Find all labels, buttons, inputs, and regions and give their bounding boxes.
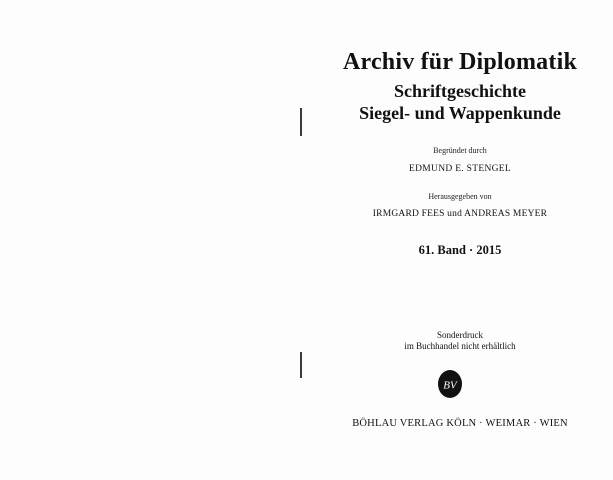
journal-title: Archiv für Diplomatik [343, 49, 577, 75]
journal-subtitle-2: Siegel- und Wappenkunde [359, 103, 561, 123]
editor-label: Herausgegeben von [428, 192, 492, 201]
volume-info: 61. Band · 2015 [418, 243, 502, 257]
founder-name: EDMUND E. STENGEL [409, 164, 511, 174]
founded-label: Begründet durch [433, 146, 487, 155]
margin-mark-lower [300, 352, 302, 378]
offprint-line-2: im Buchhandel nicht erhältlich [404, 341, 516, 351]
publisher-logo-icon [437, 369, 463, 399]
publisher-logo-text: BV [443, 379, 457, 392]
editor-names: IRMGARD FEES und ANDREAS MEYER [372, 209, 548, 219]
offprint-line-1: Sonderdruck [437, 330, 483, 340]
margin-mark-upper [300, 108, 302, 136]
publisher-line: BÖHLAU VERLAG KÖLN · WEIMAR · WIEN [352, 418, 568, 429]
journal-subtitle-1: Schriftgeschichte [394, 81, 526, 101]
